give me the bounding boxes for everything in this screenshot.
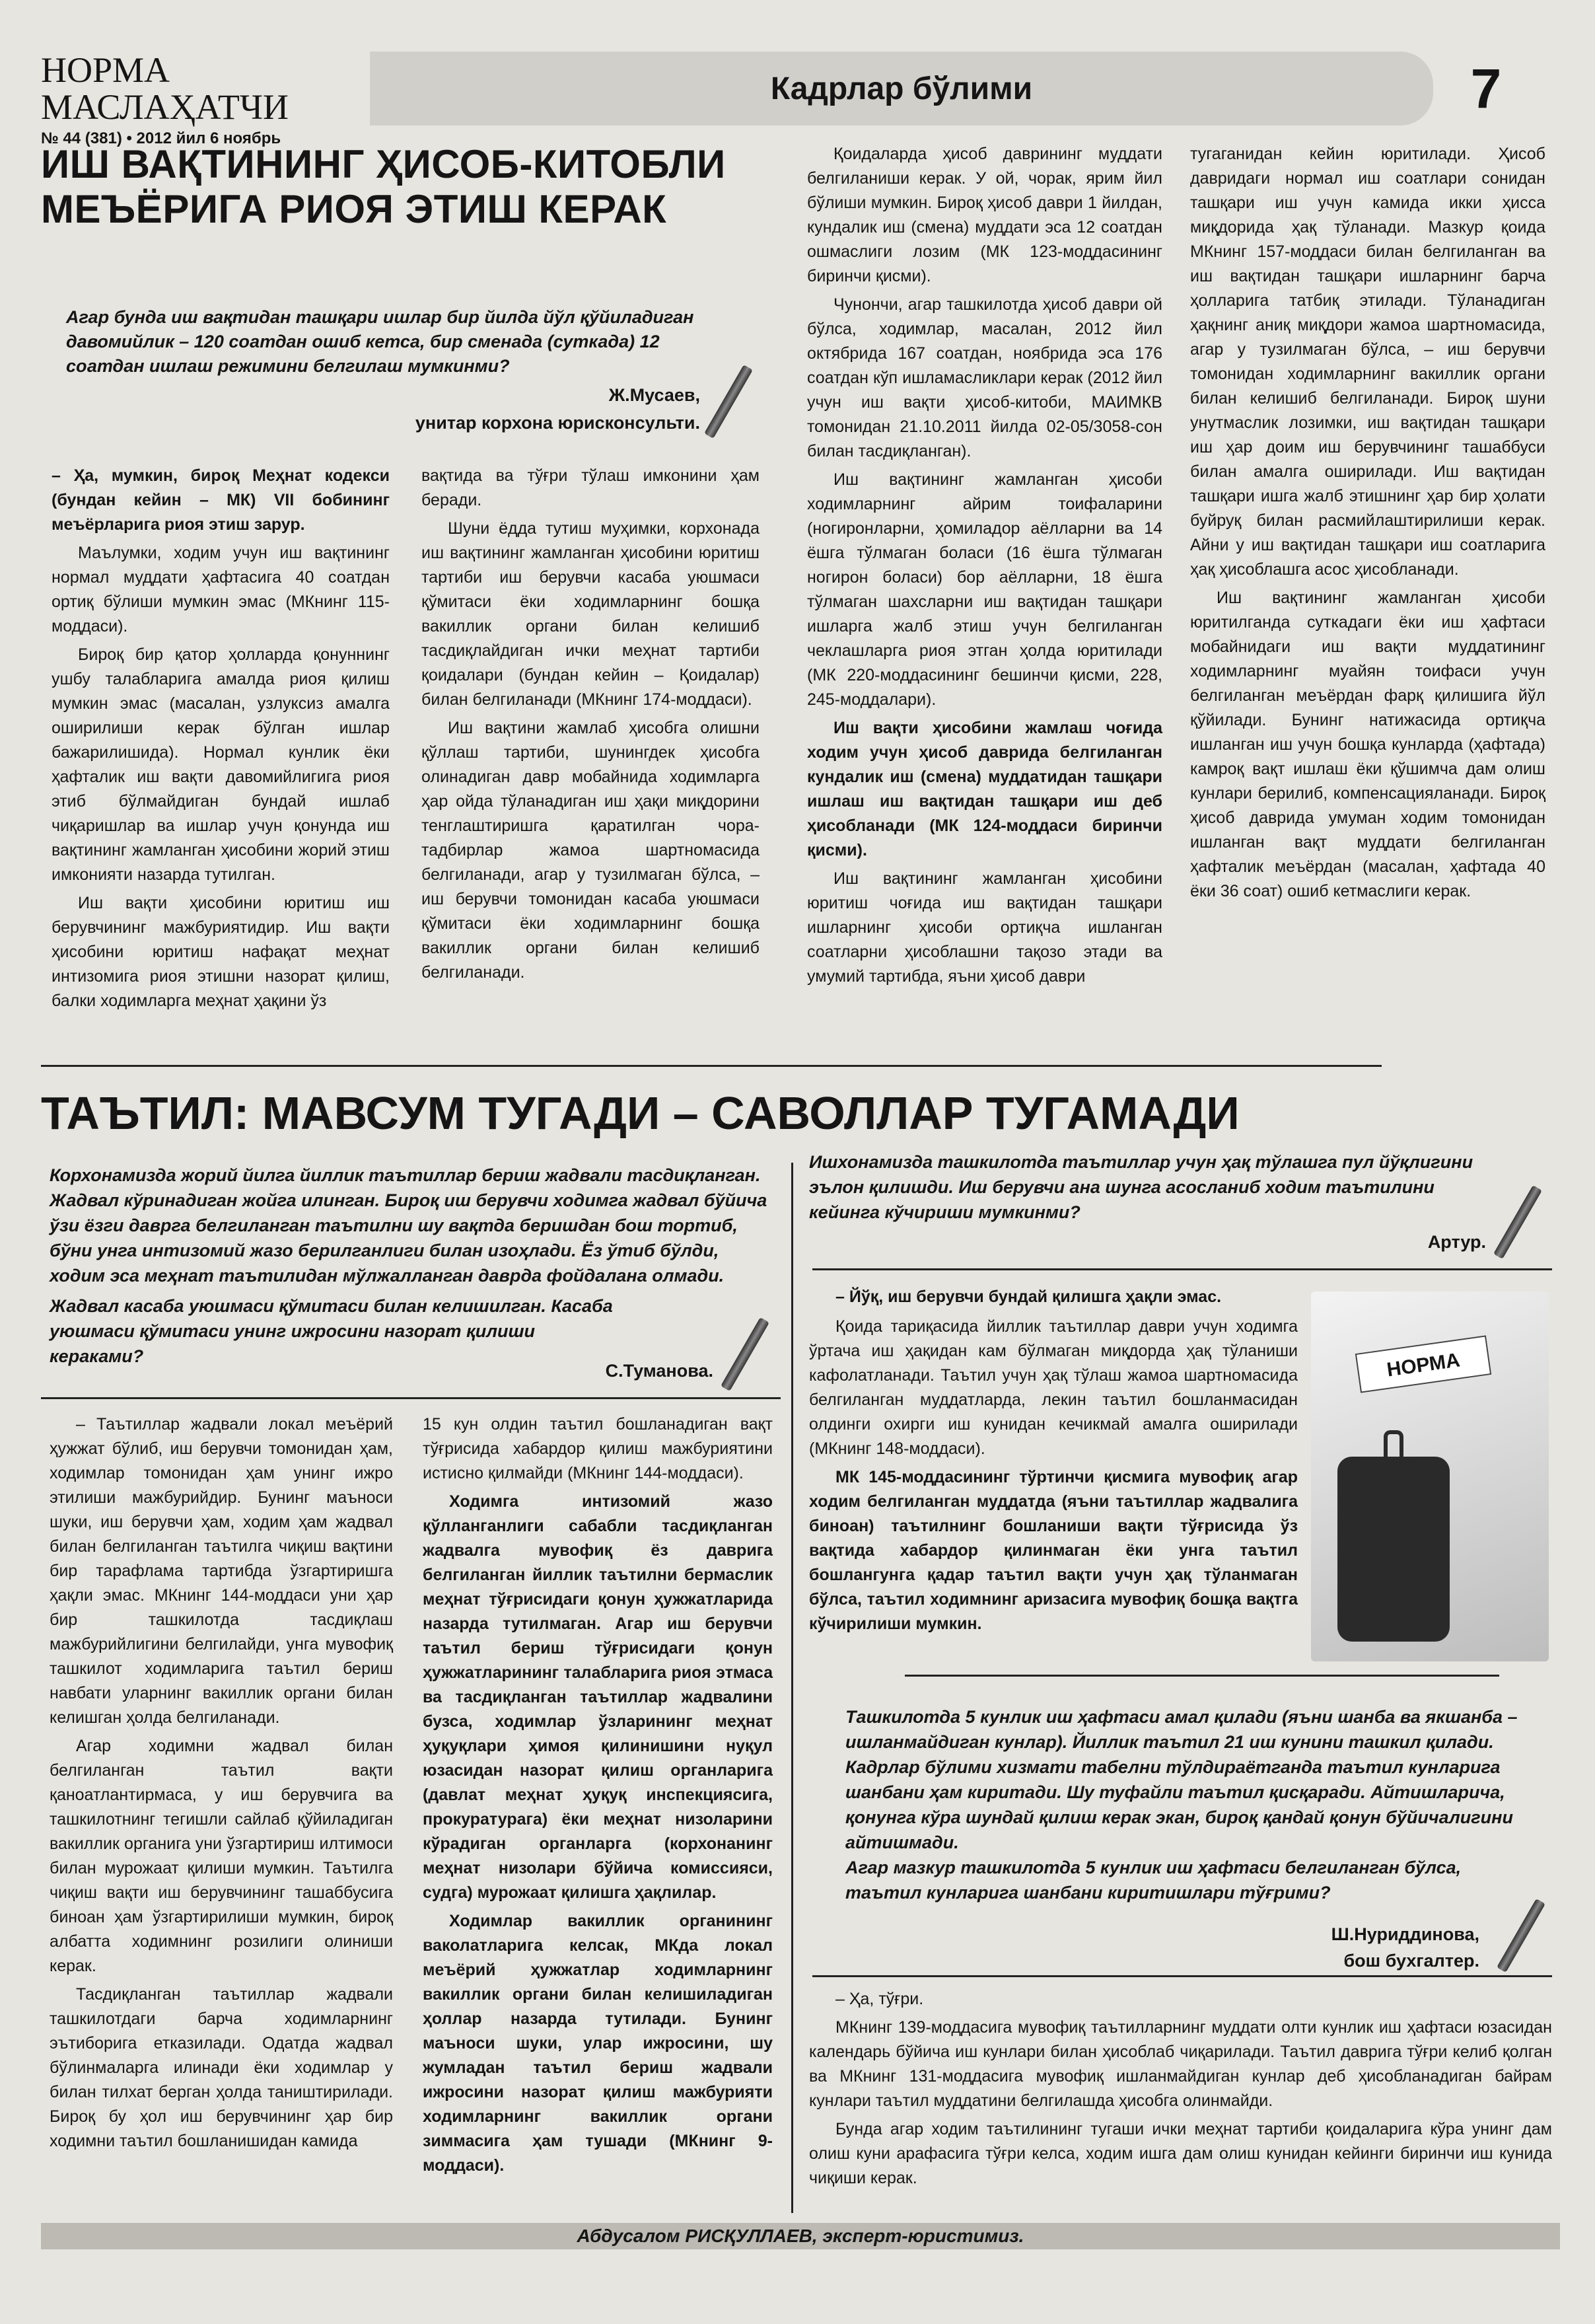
- divider: [41, 1065, 1382, 1067]
- suitcase-handle-icon: [1384, 1430, 1403, 1463]
- suitcase-photo: [1311, 1291, 1549, 1661]
- author-credit: Абдусалом РИСҚУЛЛАЕВ, эксперт-юристимиз.: [41, 2223, 1560, 2249]
- article1-author-role: унитар корхона юрисконсульти.: [415, 413, 700, 433]
- paragraph: Шуни ёдда тутиш муҳимки, корхонада иш вақтининг жамланган ҳисобини юритиш тартиби иш берувчи касаба уюшмаси қўмитаси ёки ходимларнинг бошқа вакиллик органи билан келишиб тасдиқлайдиган ички меҳнат тартиби қоидалари (бундан кейин – Қоидалар) билан белгиланади (МКнинг 174-моддаси).: [421, 519, 760, 709]
- paragraph: – Ҳа, мумкин, бироқ Меҳнат кодекси (бундан кейин – МК) VII бобининг меъёрларига риоя этиш зарур.: [52, 466, 390, 534]
- paragraph: 15 кун олдин таътил бошланадиган вақт тўғрисида хабардор қилиш мажбуриятини истисно қилмайди (МКнинг 144-моддаси).: [423, 1415, 773, 1482]
- article3-question: Ишхонамизда ташкилотда таътиллар учун ҳақ тўлашга пул йўқлигини эълон қилишди. Иш берувчи ана шунга асосланиб ходим таътилини кейинга кўчириши мумкинми?: [809, 1152, 1473, 1222]
- paragraph: Иш вақтининг жамланган ҳисобини юритиш чоғида иш вақтидан ташқари ишларнинг ҳисоби ортиқча ишланган соатларни ҳисоблашни тақозо этади ва умумий тартибда, яъни ҳисоб даври: [807, 869, 1162, 986]
- paragraph: Бунда агар ходим таътилининг тугаши ички меҳнат тартиби қоидаларига кўра унинг дам олиш куни арафасига тўғри келса, ходим ишга дам олиш кунидан кейинги биринчи иш кунида чиқиши керак.: [809, 2120, 1552, 2187]
- photo-label: НОРМА: [1355, 1335, 1491, 1393]
- paragraph: МК 145-моддасининг тўртинчи қисмига мувофиқ агар ходим белгиланган муддатда (яъни таътиллар жадвалига биноан) таътилнинг бошланиши вақти тўғрисида ўз вақтида хабардор қилинмаган ёки унга таътил бошлангунга қадар таътил вақти учун ҳақ тўланмаган бўлса, таътил ходимнинг аризасига мувофиқ бошқа вақтга кўчирилиши мумкин.: [809, 1468, 1298, 1633]
- paragraph: Бироқ бир қатор ҳолларда қонуннинг ушбу талабларига амалда риоя қилиш мумкин эмас (масалан, узлуксиз амалга оширилиши керак бўлган ишлар бажарилишида). Нормал кунлик ёки ҳафталик иш вақти давомийлигига риоя этиб бўлмайдиган бундай ишлаб чиқаришлар ва ишлар учун қонунда иш вақтининг жамланган ҳисобини жорий этиш имконияти назарда тутилган.: [52, 645, 390, 884]
- article2-author: С.Туманова.: [605, 1361, 713, 1381]
- article4-question: [819, 1704, 1552, 1905]
- article1-column-2: [421, 464, 760, 989]
- suitcase-icon: [1337, 1457, 1450, 1642]
- masthead: [41, 52, 332, 148]
- divider: [812, 1268, 1552, 1270]
- article1-question: Агар бунда иш вақтидан ташқари ишлар бир йилда йўл қўйиладиган давомийлик – 120 соатдан ошиб кетса, бир сменада (суткада) 12 соатдан ишлаш режимини белгилаш мумкинми?: [66, 307, 694, 376]
- paragraph: Қоида тариқасида йиллик таътиллар даври учун ходимга ўртача иш ҳақидан кам бўлмаган миқдорда ҳақ тўланиши кафолатланади. Таътил учун ҳақ тўлаш жамоа шартномасида белгиланган муддатларда, лекин таътил бошланмасидан олдинги охирги иш кунидан кечикмай амалга оширилади (МКнинг 148-моддаси).: [809, 1317, 1298, 1458]
- article2-column-2: [423, 1412, 773, 2182]
- paragraph: Тасдиқланган таътиллар жадвали ташкилотдаги барча ходимларнинг эътиборига етказилади. Одатда жадвал бўлинмаларга илинади ёки ходимлар у билан тилхат берган ҳолда таништирилади. Бироқ бу ҳол иш берувчининг ҳар бир ходимни таътил бошланишидан камида: [50, 1985, 393, 2150]
- paragraph: – Таътиллар жадвали локал меъёрий ҳужжат бўлиб, иш берувчи томонидан ҳам, ходимлар томонидан ҳам унинг ижро этилиши мажбурийдир. Бунинг маъноси шуки, иш берувчи ҳам, ходим ҳам жадвал билан белгиланган таътилга чиқиш вақтини бир тарафлама тартибда ўзгартиришга ҳақли эмас. МКнинг 144-моддаси уни ҳар бир ташкилотда тасдиқлаш мажбурийлигини белгилайди, унга мувофиқ ташкилот ходимларига таътил бериш навбати уларнинг вакиллик органи билан келишган ҳолда белгиланади.: [50, 1415, 393, 1727]
- article2-column-1: [50, 1412, 393, 2158]
- article4-author-role: бош бухгалтер.: [1343, 1951, 1479, 1971]
- paragraph: Ходимлар вакиллик органининг ваколатларига келсак, МКда локал меъёрий ҳужжатлар ходимларнинг вакиллик органи билан келишиладиган ҳоллар назарда тутилади. Бунинг маъноси шуки, улар ижросини, шу жумладан таътил бериш жадвали ижросини назорат қилиш мажбурияти ходимларнинг вакиллик органи зиммасига ҳам тушади (МКнинг 9-моддаси).: [423, 1912, 773, 2175]
- article1-column-4: [1190, 142, 1545, 908]
- paragraph: Иш вақтининг жамланган ҳисоби юритилганда суткадаги ёки иш ҳафтаси мобайнидаги иш вақти муддатининг ходимларнинг муайян тоифаси учун белгиланган меъёрдан фарқ қилишига йўл қўйилади. Бунинг натижасида ортиқча ишланган иш учун бошқа кунларда (ҳафтада) камроқ вақт ишлаш ёки қўшимча дам олиш кунлари берилиб, компенсацияланади. Бироқ ҳисоб даврида умуман ходим томонидан ишланган вақт муддати белгиланган ҳафталик меъёрдан (масалан, ҳафтада 40 ёки 36 соат) ошиб кетмаслиги керак.: [1190, 589, 1545, 900]
- question-text: Агар мазкур ташкилотда 5 кунлик иш ҳафтаси белгиланган бўлса, таътил кунларига шанбани киритишлари тўғрими?: [845, 1858, 1462, 1903]
- pen-icon: [1493, 1185, 1542, 1259]
- paragraph: Ходимга интизомий жазо қўлланганлиги сабабли тасдиқланган жадвалга мувофиқ ёз даврига белгиланган йиллик таътилни бермаслик меҳнат тўғрисидаги қонун ҳужжатларида назарда тутилмаган. Агар иш берувчи таътил бериш тўғрисидаги қонун ҳужжатларининг талабларига риоя этмаса ва тасдиқланган таътиллар жадвалини бузса, ходимлар ўзларининг меҳнат ҳуқуқлари ҳимоя қилинишини нуқул юзасидан назорат қилиш органларига (давлат меҳнат ҳуқуқ инспекциясига, прокуратурага) ёки меҳнат низоларини кўрадиган органларга (корхонанинг меҳнат низолари бўйича комиссияси, судга) мурожаат қилишга ҳақлилар.: [423, 1492, 773, 1902]
- masthead-issue: № 44 (381) • 2012 йил 6 ноябрь: [41, 129, 281, 147]
- article2-title: ТАЪТИЛ: МАВСУМ ТУГАДИ – САВОЛЛАР ТУГАМАДИ: [41, 1087, 1240, 1139]
- paragraph: – Йўқ, иш берувчи бундай қилишга ҳақли эмас.: [835, 1288, 1222, 1306]
- article1-author: Ж.Мусаев,: [608, 385, 700, 405]
- page-number: 7: [1470, 57, 1502, 120]
- divider: [41, 1397, 781, 1399]
- paragraph: Чунончи, агар ташкилотда ҳисоб даври ой бўлса, ходимлар, масалан, 2012 йил октябрида 167 соатдан, ноябрида эса 176 соатдан кўп ишламасликлари керак (2012 йил учун иш вақти ҳисоб-китоби, МАИМКВ томонидан 21.10.2011 йилда 02-05/3058-сон билан тасдиқланган).: [807, 295, 1162, 460]
- article4-body: [809, 1987, 1552, 2195]
- masthead-title: НОРМА МАСЛАҲАТЧИ: [41, 50, 289, 127]
- article3-body: [809, 1315, 1298, 1640]
- divider: [812, 1975, 1552, 1977]
- article1-column-1: [52, 464, 390, 1017]
- pen-icon: [1497, 1899, 1545, 1973]
- paragraph: Қоидаларда ҳисоб даврининг муддати белгиланиши керак. У ой, чорак, ярим йил бўлиши мумкин. Бироқ ҳисоб даври 1 йилдан, кундалик иш (смена) муддати эса 12 соатдан ошмаслиги лозим (МК 123-моддасининг биринчи қисми).: [807, 145, 1162, 285]
- article2-question: [50, 1163, 773, 1369]
- section-header: Кадрлар бўлими: [370, 52, 1433, 126]
- divider: [905, 1675, 1499, 1677]
- paragraph: Агар ходимни жадвал билан белгиланган таътил вақти қаноатлантирмаса, у иш берувчига ва ташкилотнинг тегишли сайлаб қўйиладиган вакиллик органига уни ўзгартириш илтимоси билан мурожаат қилиши мумкин. Таътилга чиқиш вақти иш берувчининг ташаббусига биноан ҳам ўзгартирилиши мумкин, бироқ албатта ходимнинг розилиги олиниши керак.: [50, 1737, 393, 1975]
- paragraph: Маълумки, ходим учун иш вақтининг нормал муддати ҳафтасига 40 соатдан ортиқ бўлиши мумкин эмас (МКнинг 115-моддаси).: [52, 544, 390, 635]
- paragraph: – Ҳа, тўғри.: [835, 1990, 924, 2008]
- paragraph: Иш вақти ҳисобини жамлаш чоғида ходим учун ҳисоб даврида белгиланган кундалик иш (смена) муддатидан ташқари ишлаш иш вақтидан ташқари иш деб ҳисобланади (МК 124-моддаси биринчи қисми).: [807, 719, 1162, 859]
- paragraph: Иш вақтининг жамланган ҳисоби ходимларнинг айрим тоифаларини (ногиронларни, ҳомиладор аёлларни ва 14 ёшга тўлмаган боласи (16 ёшга тўлмаган ногирон боласи) бор аёлларни, 18 ёшга тўлмаган шахсларни иш вақтидан ташқари ишларга жалб этиш учун белгиланган чеклашларга риоя этган ҳолда юритилади (МК 220-моддасининг бешинчи қисми, 228, 245-моддалари).: [807, 470, 1162, 709]
- column-divider: [791, 1163, 793, 2213]
- question-text: Корхонамизда жорий йилга йиллик таътиллар бериш жадвали тасдиқланган. Жадвал кўринадиган жойга илинган. Бироқ иш берувчи ходимга жадвал бўйича ўзи ёзги даврга белгиланган таътилни шу вақтда беришдан бош тортиб, бўни унга интизомий жазо берилганлиги билан изоҳлади. Ёз ўтиб бўлди, ходим эса меҳнат таътилидан мўлжалланган даврда фойдалана олмади.: [50, 1165, 767, 1286]
- article3-author: Артур.: [1427, 1232, 1486, 1252]
- paragraph: Иш вақтини жамлаб ҳисобга олишни қўллаш тартиби, шунингдек ҳисобга олинадиган давр мобайнида ходимларга ҳар ойда тўланадиган иш ҳақи миқдорини тенглаштиришга қаратилган чора-тадбирлар жамоа шартномасида белгиланади, агар у тузилмаган бўлса, – иш берувчи томонидан касаба уюшмаси қўмитаси ёки ходимларнинг бошқа вакиллик органи билан келишиб белгиланади.: [421, 719, 760, 982]
- paragraph: тугаганидан кейин юритилади. Ҳисоб давридаги нормал иш соатлари сонидан ташқари иш учун камида икки ҳисса миқдорида ҳақ тўланади. Мазкур қоида МКнинг 157-моддаси билан белгиланган ва иш вақтидан ташқари ишларнинг барча ҳолларига татбиқ этилади. Тўланадиган ҳақнинг аниқ миқдори жамоа шартномасида, агар у тузилмаган бўлса, – иш берувчи томонидан ходимларнинг вакиллик органи билан келишиб белгиланади. Бироқ шуни унутмаслик лозимки, иш вақтидан ташқари иш ҳар доим иш берувчининг ташаббуси билан амалга оширилади. Иш вақтидан ташқари ишга жалб этишнинг ҳар бир ҳолати буйруқ билан расмийлаштирилиши керак. Айни у иш вақтидан ташқари иш соатларига ҳақ ҳисоблашга асос ҳисобланади.: [1190, 145, 1545, 579]
- paragraph: вақтида ва тўғри тўлаш имконини ҳам беради.: [421, 466, 760, 509]
- question-text: Ташкилотда 5 кунлик иш ҳафтаси амал қилади (яъни шанба ва якшанба – ишланмайдиган кунлар). Йиллик таътил 21 иш кунини ташкил қилади. Кадрлар бўлими хизмати табелни тўлдираётганда таътил кунларига шанбани ҳам киритади. Шу туфайли таътил қисқаради. Айтишларича, қонунга кўра шундай қилиш керак экан, бироқ қандай қонун бўйичалигини айтишмади.: [845, 1707, 1518, 1852]
- article1-title: ИШ ВАҚТИНИНГ ҲИСОБ-КИТОБЛИ МЕЪЁРИГА РИОЯ ЭТИШ КЕРАК: [41, 142, 726, 231]
- article4-author: Ш.Нуриддинова,: [1331, 1924, 1479, 1944]
- paragraph: Иш вақти ҳисобини юритиш иш берувчининг мажбуриятидир. Иш вақти ҳисобини юритиш нафақат меҳнат интизомига риоя этишни назорат қилиш, балки ходимларга меҳнат ҳақини ўз: [52, 894, 390, 1010]
- question-text: Жадвал касаба уюшмаси қўмитаси билан келишилган. Касаба уюшмаси қўмитаси унинг ижросини назорат қилиши кераками?: [50, 1296, 613, 1366]
- paragraph: МКнинг 139-моддасига мувофиқ таътилларнинг муддати олти кунлик иш ҳафтаси юзасидан календарь бўйича иш кунлари билан ҳисоблаб чиқарилади. Таътил даврига тўғри келиб қолган ва МКнинг 131-моддасига мувофиқ ишланмайдиган кунлар деб ҳисобланадиган байрам кунлари таътил муддатини белгилашда ҳисобга олинмайди.: [809, 2018, 1552, 2110]
- article1-column-3: [807, 142, 1162, 993]
